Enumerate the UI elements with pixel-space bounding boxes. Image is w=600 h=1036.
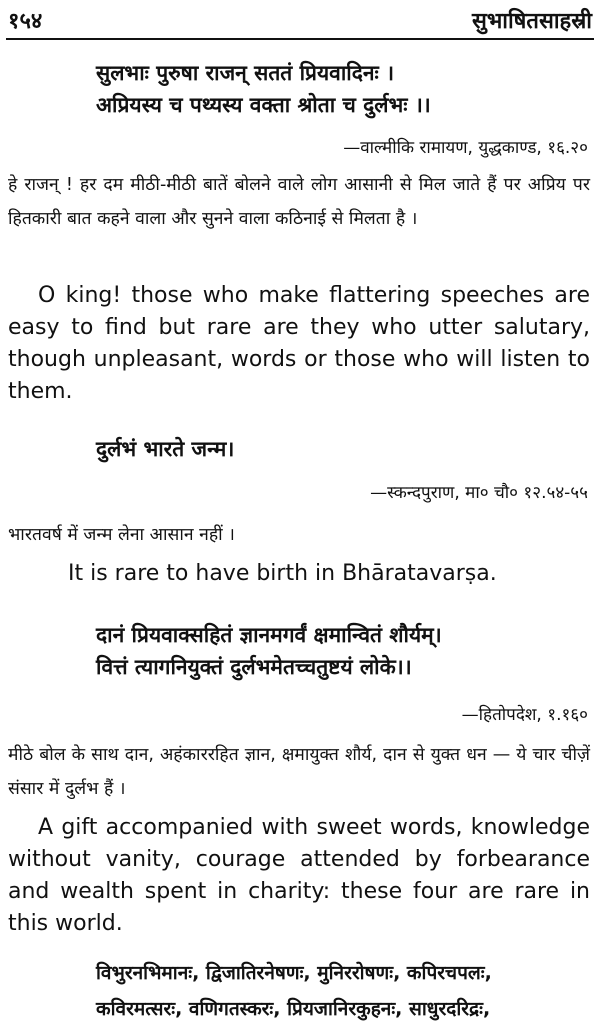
verse-source: —वाल्मीकि रामायण, युद्धकाण्ड, १६.२०: [343, 138, 588, 158]
sanskrit-verse-line: दुर्लभं भारते जन्म।: [96, 437, 235, 461]
verse-source: —हितोपदेश, १.१६०: [461, 705, 588, 725]
hindi-translation: हे राजन् ! हर दम मीठी-मीठी बातें बोलने वाले लोग आसानी से मिल जाते हैं पर अप्रिय पर हितकारी बात कहने वाला और सुनने वाला कठिनाई से मिलता है ।: [8, 175, 590, 229]
english-translation: It is rare to have birth in Bhāratavarṣa.: [68, 561, 497, 586]
verse-source: —स्कन्दपुराण, मा० चौ० १२.५४-५५: [370, 483, 588, 503]
sanskrit-verse-line: विभुरनभिमानः, द्विजातिरनेषणः, मुनिररोषणः, कपिरचपलः,: [96, 962, 492, 984]
header-rule: [6, 38, 594, 40]
sanskrit-verse-line: कविरमत्सरः, वणिगतस्करः, प्रियजानिरकुहनः, साधुरदरिद्रः,: [96, 998, 491, 1020]
sanskrit-verse-line: वित्तं त्यागनियुक्तं दुर्लभमेतच्चतुष्टयं लोके।।: [96, 655, 412, 679]
page-header: [8, 4, 592, 36]
english-translation: A gift accompanied with sweet words, knowledge without vanity, courage attended by forbearance and wealth spent in charity: these four are rare in this world.: [8, 815, 590, 936]
page-number: १५४: [8, 8, 43, 34]
sanskrit-verse-line: दानं प्रियवाक्सहितं ज्ञानमगर्वं क्षमान्वितं शौर्यम्।: [96, 623, 442, 647]
hindi-translation: मीठे बोल के साथ दान, अहंकाररहित ज्ञान, क्षमायुक्त शौर्य, दान से युक्त धन — ये चार चीज़ें संसार में दुर्लभ हैं ।: [8, 745, 590, 799]
hindi-translation: भारतवर्ष में जन्म लेना आसान नहीं ।: [8, 525, 235, 545]
english-translation: O king! those who make flattering speeches are easy to find but rare are they who utter salutary, though unpleasant, words or those who will listen to them.: [8, 283, 590, 404]
book-title: सुभाषितसाहस्री: [471, 8, 592, 34]
sanskrit-verse-line: सुलभाः पुरुषा राजन् सततं प्रियवादिनः ।: [96, 61, 395, 85]
sanskrit-verse-line: अप्रियस्य च पथ्यस्य वक्ता श्रोता च दुर्लभः ।।: [96, 93, 431, 117]
